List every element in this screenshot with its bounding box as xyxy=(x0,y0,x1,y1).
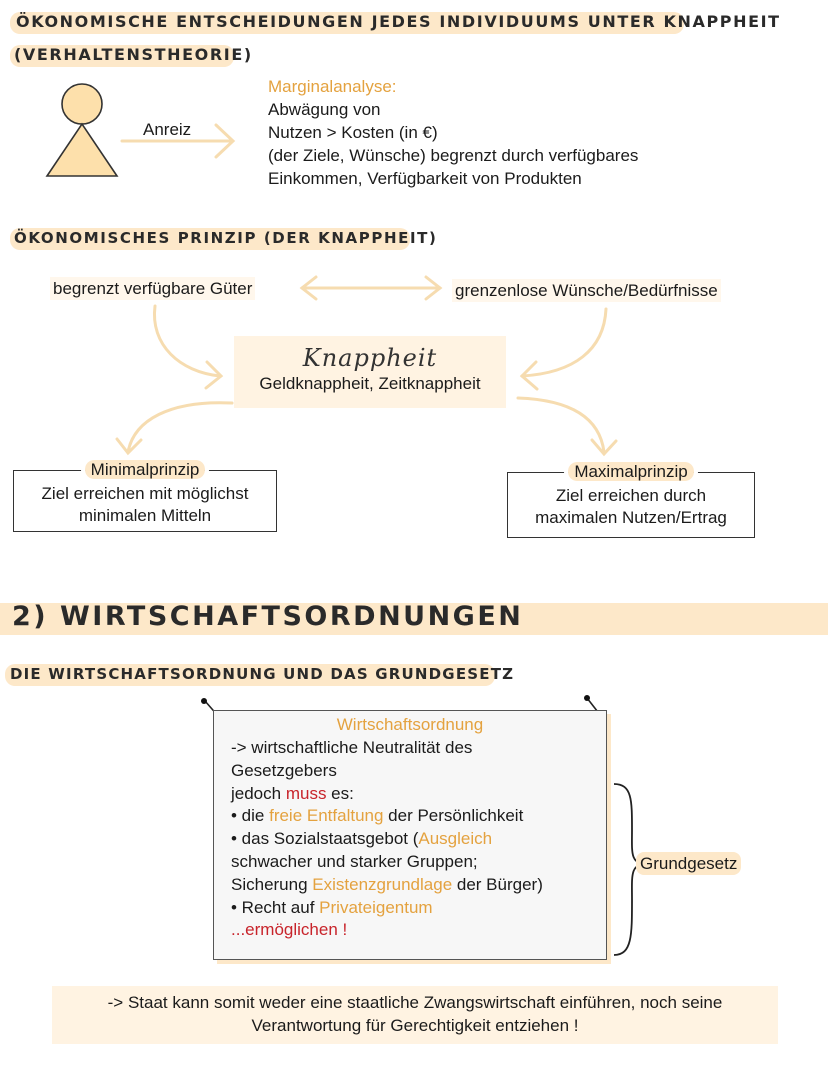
minimal-principle-box xyxy=(13,460,277,532)
note-line: -> wirtschaftliche Neutralität des xyxy=(231,738,473,757)
note-title: Wirtschaftsordnung xyxy=(336,715,484,734)
conclusion-box xyxy=(52,986,778,1044)
note-line: • Recht auf Privateigentum xyxy=(231,897,433,917)
note-card xyxy=(213,710,607,960)
minimal-line: minimalen Mitteln xyxy=(78,506,212,525)
emphasis-muss: muss xyxy=(285,783,327,803)
maximal-line: maximalen Nutzen/Ertrag xyxy=(535,508,727,527)
knappheit-subtitle: Geldknappheit, Zeitknappheit xyxy=(259,374,481,393)
arrow-wishes-to-scarcity xyxy=(522,309,606,389)
arrow-to-minimal xyxy=(117,403,232,453)
section-heading: ÖKONOMISCHES PRINZIP (DER KNAPPHEIT) xyxy=(14,229,438,247)
section-subheading: (VERHALTENSTHEORIE) xyxy=(14,45,253,64)
main-heading: 2) WIRTSCHAFTSORDNUNGEN xyxy=(12,601,524,632)
note-line: Sicherung Existenzgrundlage der Bürger) xyxy=(231,874,543,894)
note-line: • die freie Entfaltung der Persönlichkeit xyxy=(231,806,524,826)
section-heading: ÖKONOMISCHE ENTSCHEIDUNGEN JEDES INDIVIDUUMS UNTER KNAPPHEIT xyxy=(16,12,781,31)
minimal-title: Minimalprinzip xyxy=(85,460,206,479)
person-icon xyxy=(47,84,117,176)
note-line: • das Sozialstaatsgebot (Ausgleich xyxy=(231,829,493,849)
note-line: schwacher und starker Gruppen; xyxy=(231,851,478,871)
knappheit-title: Knappheit xyxy=(302,344,438,372)
marginal-line: (der Ziele, Wünsche) begrenzt durch verfügbares xyxy=(268,146,639,165)
conclusion-line: -> Staat kann somit weder eine staatliche Zwangswirtschaft einführen, noch seine xyxy=(107,993,723,1012)
note-line: Gesetzgebers xyxy=(231,760,337,780)
maximal-line: Ziel erreichen durch xyxy=(555,486,707,505)
marginal-line: Abwägung von xyxy=(268,100,381,119)
arrow-goods-to-scarcity xyxy=(154,306,221,388)
arrow-to-maximal xyxy=(518,398,616,454)
minimal-line: Ziel erreichen mit möglichst xyxy=(41,484,249,503)
wishes-label: grenzenlose Wünsche/Bedürfnisse xyxy=(452,279,721,302)
marginal-title: Marginalanalyse: xyxy=(268,77,397,96)
grundgesetz-label: Grundgesetz xyxy=(636,852,741,875)
anreiz-label: Anreiz xyxy=(143,120,192,139)
double-arrow xyxy=(302,277,440,299)
maximal-principle-box xyxy=(507,462,755,538)
knappheit-box xyxy=(234,336,506,408)
note-line: jedoch muss es: xyxy=(231,783,354,803)
goods-label: begrenzt verfügbare Güter xyxy=(50,277,255,300)
marginal-line: Nutzen > Kosten (in €) xyxy=(268,123,438,142)
maximal-title: Maximalprinzip xyxy=(568,462,693,481)
section-subheading: DIE WIRTSCHAFTSORDNUNG UND DAS GRUNDGESETZ xyxy=(10,665,515,683)
conclusion-line: Verantwortung für Gerechtigkeit entziehen ! xyxy=(251,1016,579,1035)
note-line: ...ermöglichen ! xyxy=(231,920,348,940)
marginal-line: Einkommen, Verfügbarkeit von Produkten xyxy=(268,169,582,188)
